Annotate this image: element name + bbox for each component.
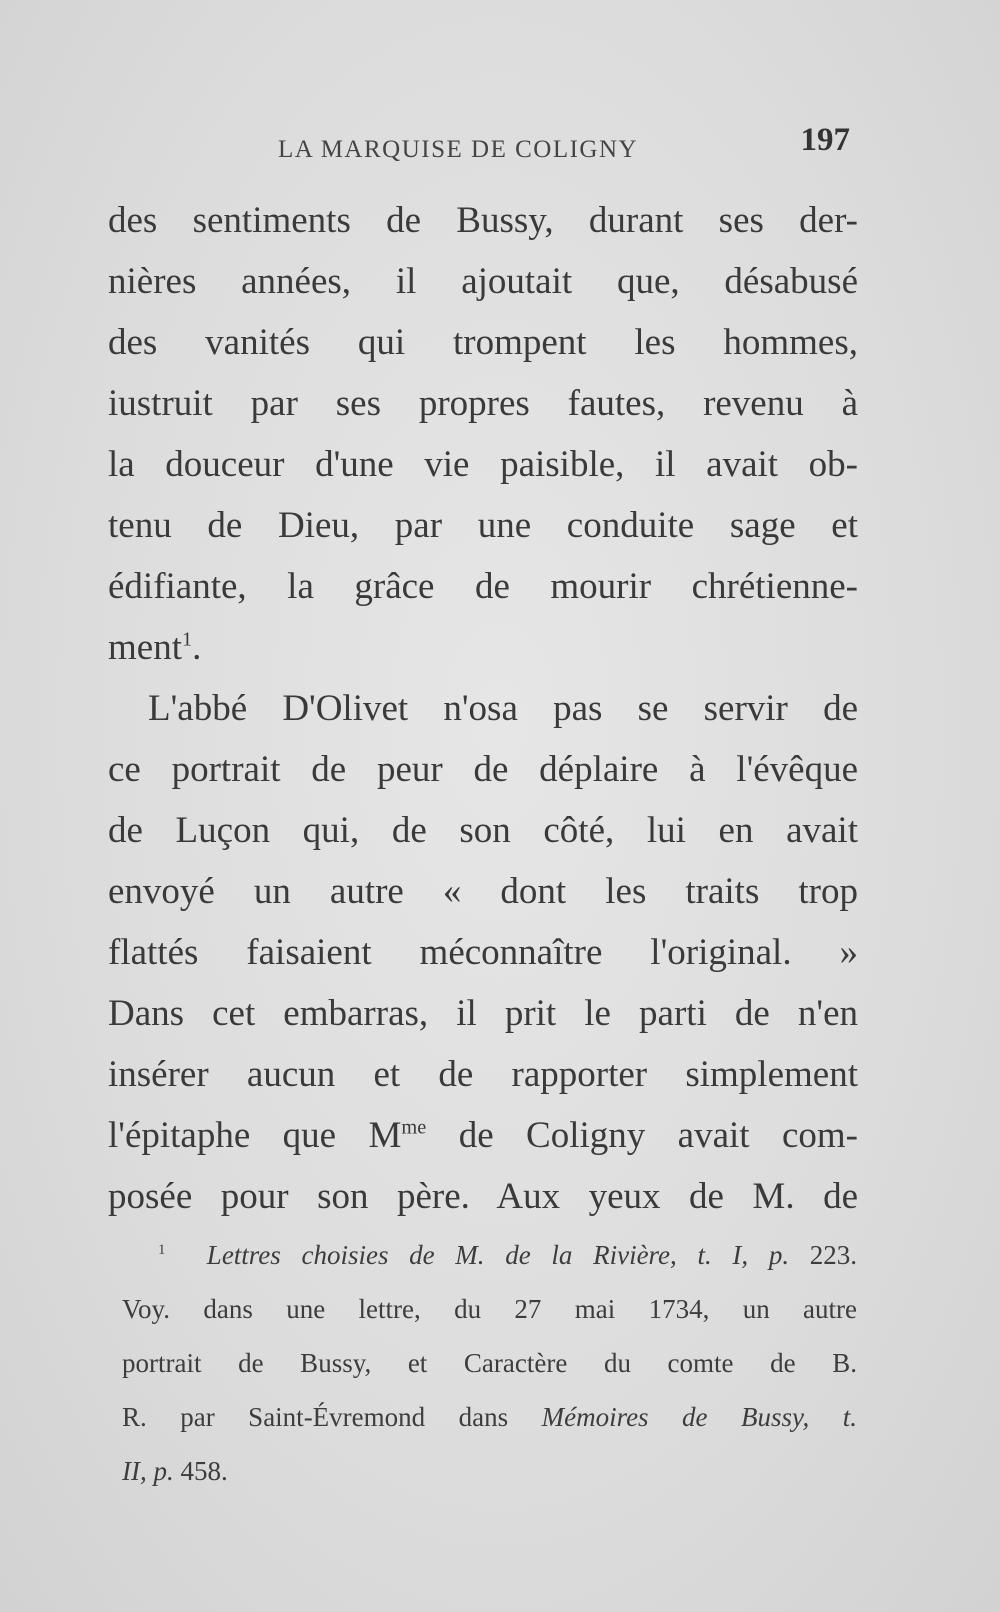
text-line: ce portrait de peur de déplaire à l'évêque <box>108 749 858 790</box>
text-line: des vanités qui trompent les hommes, <box>108 322 858 363</box>
footnote-line <box>122 1228 857 1282</box>
text-line: édifiante, la grâce de mourir chrétienne- <box>108 566 858 607</box>
text-line: Dans cet embarras, il prit le parti de n'en <box>108 993 858 1034</box>
text-line <box>108 617 858 678</box>
page-header <box>110 118 850 178</box>
footnote-citation: Mémoires de Bussy, t. <box>541 1402 857 1432</box>
footnote-line <box>122 1390 857 1444</box>
text-line: iustruit par ses propres fautes, revenu à <box>108 383 858 424</box>
footnote-line <box>122 1444 857 1498</box>
footnote-marker: 1 <box>158 1242 166 1258</box>
text-segment: . <box>192 627 202 668</box>
text-line: nières années, il ajoutait que, désabusé <box>108 261 858 302</box>
text-line: la douceur d'une vie paisible, il avait ob- <box>108 444 858 485</box>
body-text <box>108 190 858 1227</box>
footnote-page: 223. <box>789 1240 858 1270</box>
footnote-reference: 1 <box>181 628 193 651</box>
text-line: flattés faisaient méconnaître l'original. » <box>108 932 858 973</box>
text-segment: l'épitaphe que M <box>108 1115 402 1156</box>
text-line: tenu de Dieu, par une conduite sage et <box>108 505 858 546</box>
footnotes <box>122 1228 857 1498</box>
footnote-citation: II, p. <box>122 1456 174 1486</box>
footnote-line: Voy. dans une lettre, du 27 mai 1734, un autre <box>122 1294 857 1324</box>
footnote-page: 458. <box>173 1456 228 1486</box>
text-line: envoyé un autre « dont les traits trop <box>108 871 858 912</box>
text-line: des sentiments de Bussy, durant ses der- <box>108 200 858 241</box>
footnote-citation: Lettres choisies de M. de la Rivière, t. I, p. <box>206 1240 790 1270</box>
page-number: 197 <box>800 122 850 158</box>
text-segment: ment <box>108 627 182 668</box>
madame-abbreviation: me <box>401 1116 427 1139</box>
footnote-text: R. par Saint-Évremond dans <box>122 1402 542 1432</box>
text-segment: de Coligny avait com- <box>458 1115 858 1156</box>
text-line: insérer aucun et de rapporter simplement <box>108 1054 858 1095</box>
text-line: L'abbé D'Olivet n'osa pas se servir de <box>148 688 858 729</box>
running-title: LA MARQUISE DE COLIGNY <box>278 136 639 163</box>
text-line: posée pour son père. Aux yeux de M. de <box>108 1176 858 1217</box>
text-line: de Luçon qui, de son côté, lui en avait <box>108 810 858 851</box>
text-line <box>108 1105 858 1166</box>
footnote-line: portrait de Bussy, et Caractère du comte de B. <box>122 1348 857 1378</box>
